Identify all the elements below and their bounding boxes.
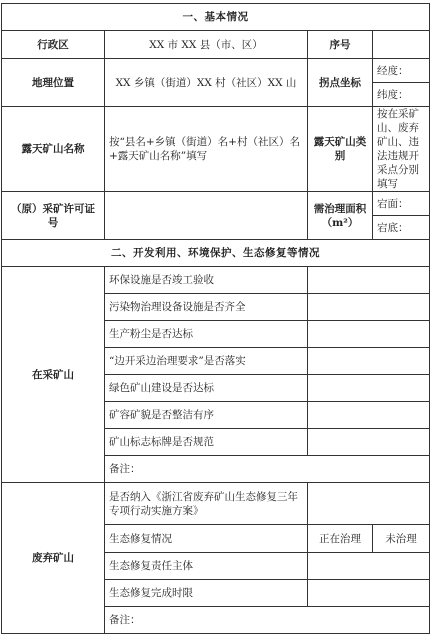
serial-number-value[interactable]: [373, 31, 430, 59]
active-item: 矿山标志标牌是否规范: [105, 429, 308, 456]
status-in-progress[interactable]: 正在治理: [308, 525, 373, 553]
active-item-answer[interactable]: [308, 375, 430, 402]
admin-row: [2, 31, 430, 59]
section1-title: 一、基本情况: [2, 4, 430, 31]
active-item: 生产粉尘是否达标: [105, 321, 308, 348]
mining-permit-label: （原）采矿许可证号: [2, 192, 105, 240]
active-item-answer[interactable]: [308, 267, 430, 294]
mine-type-label: 露天矿山类别: [308, 107, 373, 192]
admin-region-label: 行政区: [2, 31, 105, 59]
treatment-area-label: 需治理面积（m²）: [308, 192, 373, 240]
active-item-answer[interactable]: [308, 429, 430, 456]
restore-status-item: 生态修复情况: [105, 525, 308, 553]
section2-title: 二、开发利用、环境保护、生态修复等情况: [2, 240, 430, 267]
active-item: 矿容矿貌是否整洁有序: [105, 402, 308, 429]
status-not-started[interactable]: 未治理: [373, 525, 430, 553]
abandoned-plan-item: 是否纳入《浙江省废弃矿山生态修复三年专项行动实施方案》: [105, 483, 308, 525]
geo-location-label: 地理位置: [2, 59, 105, 107]
pit-bottom-area-field[interactable]: 宕底：: [373, 216, 430, 240]
active-item: 绿色矿山建设是否达标: [105, 375, 308, 402]
restore-subject-item: 生态修复责任主体: [105, 553, 308, 580]
mine-name-value[interactable]: 按“县名+乡镇（街道）名+村（社区）名+露天矿山名称”填写: [105, 107, 308, 192]
section2-header-row: [2, 240, 430, 267]
geo-location-value[interactable]: XX 乡镇（街道）XX 村（社区）XX 山: [105, 59, 308, 107]
active-item-answer[interactable]: [308, 294, 430, 321]
active-item: 污染物治理设备设施是否齐全: [105, 294, 308, 321]
mine-name-row: [2, 107, 430, 192]
pit-surface-area-field[interactable]: 宕面：: [373, 192, 430, 216]
active-item-answer[interactable]: [308, 348, 430, 375]
abandoned-plan-answer[interactable]: [308, 483, 430, 525]
latitude-field[interactable]: 纬度：: [373, 83, 430, 107]
active-item: “边开采边治理要求”是否落实: [105, 348, 308, 375]
restore-deadline-item: 生态修复完成时限: [105, 580, 308, 607]
mine-info-table: [1, 3, 430, 634]
restore-deadline-answer[interactable]: [308, 580, 430, 607]
active-item-row: [2, 267, 430, 294]
active-remark[interactable]: 备注：: [105, 456, 430, 483]
active-item-answer[interactable]: [308, 321, 430, 348]
corner-coordinates-label: 拐点坐标: [308, 59, 373, 107]
abandoned-remark[interactable]: 备注：: [105, 607, 430, 634]
active-item-answer[interactable]: [308, 402, 430, 429]
longitude-field[interactable]: 经度：: [373, 59, 430, 83]
section1-header-row: [2, 4, 430, 31]
geo-row-1: [2, 59, 430, 83]
serial-number-label: 序号: [308, 31, 373, 59]
permit-row-1: [2, 192, 430, 216]
restore-subject-answer[interactable]: [308, 553, 430, 580]
admin-region-value[interactable]: XX 市 XX 县（市、区）: [105, 31, 308, 59]
abandoned-plan-row: [2, 483, 430, 525]
mining-permit-value[interactable]: [105, 192, 308, 240]
mine-type-value[interactable]: 按在采矿山、废弃矿山、违法违规开采点分别填写: [373, 107, 430, 192]
active-item: 环保设施是否竣工验收: [105, 267, 308, 294]
mine-name-label: 露天矿山名称: [2, 107, 105, 192]
active-mine-label: 在采矿山: [2, 267, 105, 483]
abandoned-mine-label: 废弃矿山: [2, 483, 105, 634]
